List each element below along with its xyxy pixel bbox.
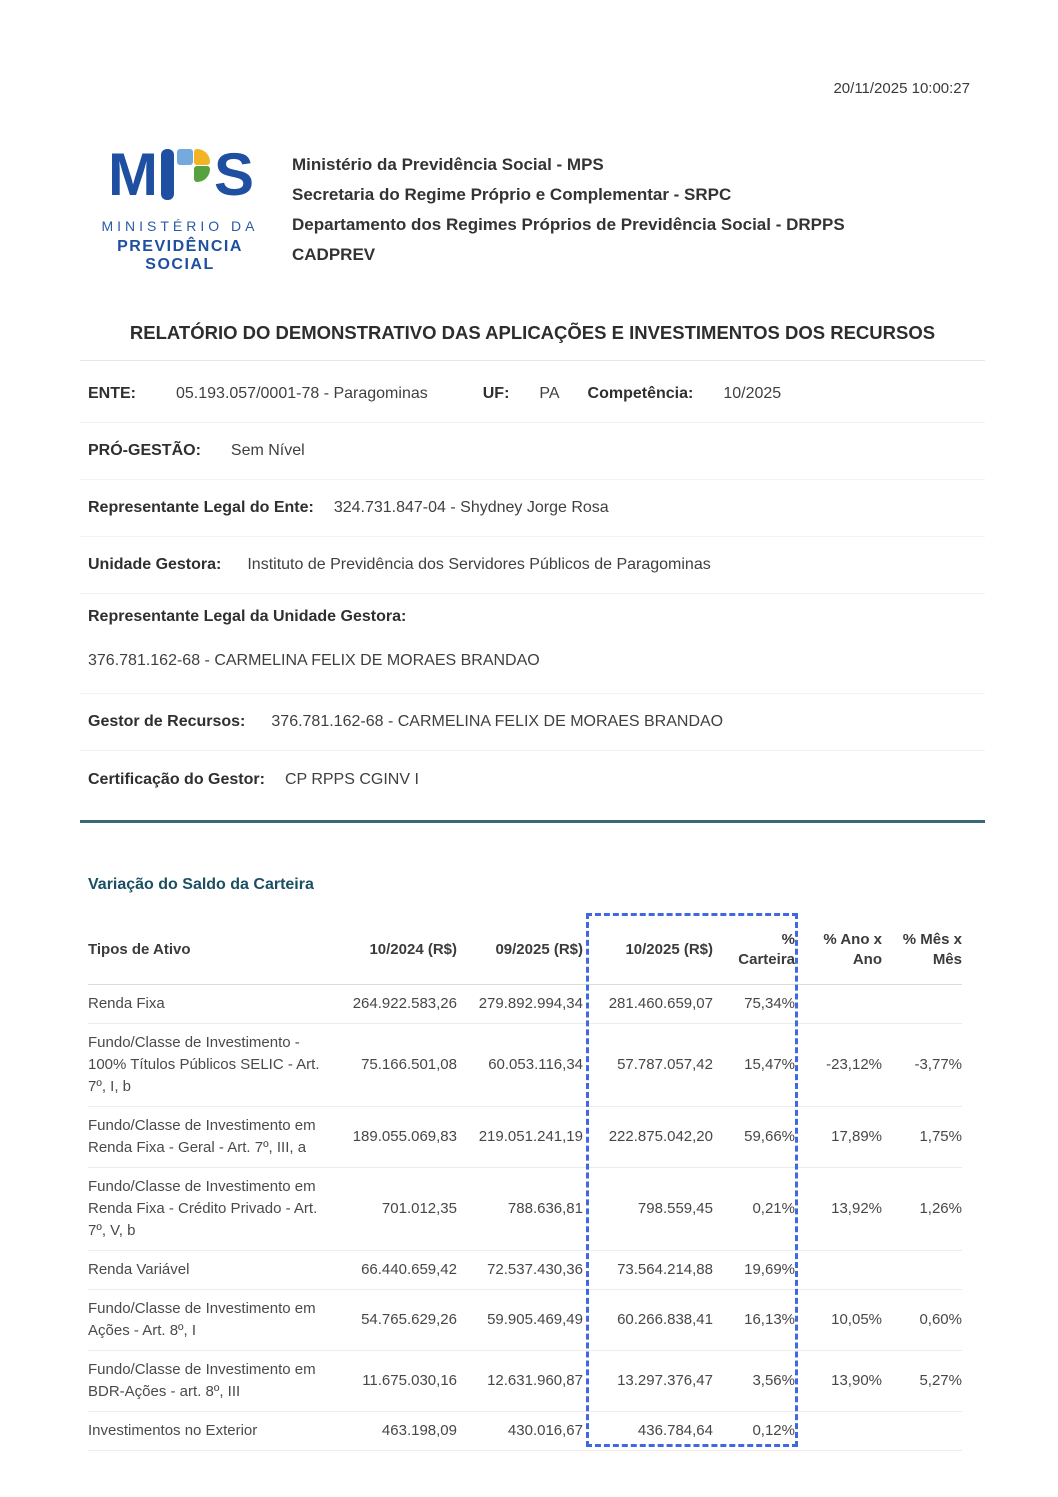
pro-gestao-label: PRÓ-GESTÃO: — [88, 442, 201, 459]
pct-carteira-cell: 15,47% — [744, 1056, 795, 1073]
uf-label: UF: — [482, 385, 510, 402]
org-header — [292, 150, 972, 270]
report-title: RELATÓRIO DO DEMONSTRATIVO DAS APLICAÇÕES E INVESTIMENTOS DOS RECURSOS — [80, 322, 985, 361]
pct-ano-cell: 13,90% — [831, 1372, 882, 1389]
pct-ano-cell: 17,89% — [831, 1128, 882, 1145]
ente-label: ENTE: — [88, 385, 136, 402]
table-row-investimentos-exterior — [88, 1412, 962, 1451]
table-row-fundo-selic — [88, 1024, 962, 1107]
unidade-gestora-label: Unidade Gestora: — [88, 556, 222, 573]
field-row-unidade-gestora — [80, 537, 985, 594]
asset-type-cell: Renda Variável — [88, 1261, 190, 1278]
asset-type-cell: Fundo/Classe de Investimento - 100% Títulos Públicos SELIC - Art. 7º, I, b — [88, 1034, 320, 1095]
field-row-pro-gestao — [80, 423, 985, 480]
value-cell: 219.051.241,19 — [478, 1128, 583, 1145]
certificacao-value: CP RPPS CGINV I — [284, 770, 419, 788]
pct-carteira-cell: 3,56% — [752, 1372, 795, 1389]
field-row-gestor-recursos — [80, 694, 985, 751]
table-row-fundo-renda-fixa-geral — [88, 1107, 962, 1168]
value-cell: 463.198,09 — [381, 1422, 457, 1439]
table-row-renda-variavel — [88, 1251, 962, 1290]
table-row-fundo-credito-privado — [88, 1168, 962, 1251]
pct-ano-cell: -23,12% — [826, 1056, 882, 1073]
logo-p-quadrant-green — [194, 166, 210, 182]
logo-p-quadrant-yellow — [194, 149, 210, 165]
column-header-09-2025: 09/2025 (R$) — [495, 940, 583, 958]
rep-legal-ug-value: 376.781.162-68 - CARMELINA FELIX DE MORAES BRANDAO — [88, 652, 540, 669]
asset-type-cell: Investimentos no Exterior — [88, 1422, 258, 1439]
column-header-10-2024: 10/2024 (R$) — [369, 940, 457, 958]
value-cell: 222.875.042,20 — [608, 1128, 713, 1145]
logo-letter-s: S — [213, 141, 252, 208]
org-line-ministerio: Ministério da Previdência Social - MPS — [292, 155, 604, 174]
asset-type-cell: Fundo/Classe de Investimento em BDR-Ações - art. 8º, III — [88, 1361, 316, 1400]
logo-subtitle-ministerio: MINISTÉRIO DA — [101, 218, 259, 234]
pct-carteira-cell: 75,34% — [744, 995, 795, 1012]
column-header-pct-mes — [882, 930, 962, 970]
field-row-certificacao — [80, 751, 985, 808]
value-cell: 281.460.659,07 — [608, 995, 713, 1012]
value-cell: 54.765.629,26 — [361, 1311, 457, 1328]
unidade-gestora-value: Instituto de Previdência dos Servidores Públicos de Paragominas — [247, 556, 711, 573]
asset-type-cell: Fundo/Classe de Investimento em Ações - Art. 8º, I — [88, 1300, 316, 1339]
pct-carteira-cell: 59,66% — [744, 1128, 795, 1145]
value-cell: 75.166.501,08 — [361, 1056, 457, 1073]
table-header-row — [88, 915, 962, 985]
value-cell: 57.787.057,42 — [617, 1056, 713, 1073]
column-header-pct-ano — [795, 930, 882, 970]
column-header-pct-ano-text: % Ano x Ano — [823, 930, 882, 968]
column-header-tipos-de-ativo: Tipos de Ativo — [88, 940, 191, 958]
pct-mes-cell: 1,75% — [919, 1128, 962, 1145]
value-cell: 436.784,64 — [637, 1422, 713, 1439]
column-header-10-2025: 10/2025 (R$) — [625, 940, 713, 958]
ente-value: 05.193.057/0001-78 - Paragominas — [176, 385, 428, 402]
value-cell: 13.297.376,47 — [617, 1372, 713, 1389]
logo-subtitle-previdencia: PREVIDÊNCIA SOCIAL — [117, 238, 243, 273]
value-cell: 12.631.960,87 — [487, 1372, 583, 1389]
value-cell: 72.537.430,36 — [487, 1261, 583, 1278]
column-header-pct-mes-text: % Mês x Mês — [902, 930, 962, 968]
report-fields — [80, 366, 985, 808]
logo-letter-p-icon — [161, 146, 211, 204]
value-cell: 59.905.469,49 — [487, 1311, 583, 1328]
value-cell: 73.564.214,88 — [617, 1261, 713, 1278]
value-cell: 430.016,67 — [507, 1422, 583, 1439]
field-row-rep-legal-ug — [80, 594, 985, 694]
pct-ano-cell: 10,05% — [831, 1311, 882, 1328]
asset-type-cell: Fundo/Classe de Investimento em Renda Fixa - Geral - Art. 7º, III, a — [88, 1117, 316, 1156]
report-timestamp: 20/11/2025 10:00:27 — [833, 80, 970, 97]
logo-letter-m: M — [107, 141, 156, 208]
field-row-ente — [80, 366, 985, 423]
table-row-fundo-acoes — [88, 1290, 962, 1351]
org-line-departamento: Departamento dos Regimes Próprios de Previdência Social - DRPPS — [292, 215, 845, 234]
gestor-recursos-label: Gestor de Recursos: — [88, 713, 246, 730]
gestor-recursos-value: 376.781.162-68 - CARMELINA FELIX DE MORAES BRANDAO — [271, 713, 724, 730]
value-cell: 279.892.994,34 — [478, 995, 583, 1012]
competencia-value: 10/2025 — [723, 385, 782, 402]
rep-legal-ug-label: Representante Legal da Unidade Gestora: — [88, 608, 407, 625]
uf-value: PA — [539, 385, 560, 402]
value-cell: 798.559,45 — [637, 1200, 713, 1217]
pro-gestao-value: Sem Nível — [230, 442, 305, 459]
field-row-rep-legal-ente — [80, 480, 985, 537]
column-header-pct-carteira — [713, 930, 795, 970]
value-cell: 66.440.659,42 — [361, 1261, 457, 1278]
pct-carteira-cell: 16,13% — [744, 1311, 795, 1328]
value-cell: 264.922.583,26 — [352, 995, 457, 1012]
org-line-secretaria: Secretaria do Regime Próprio e Complementar - SRPC — [292, 185, 732, 204]
pct-carteira-cell: 0,12% — [752, 1422, 795, 1439]
certificacao-label: Certificação do Gestor: — [88, 770, 265, 788]
asset-type-cell: Renda Fixa — [88, 995, 165, 1012]
mps-logo-wordmark — [90, 141, 270, 210]
table-row-fundo-bdr-acoes — [88, 1351, 962, 1412]
section-title-variacao-saldo: Variação do Saldo da Carteira — [88, 876, 314, 893]
org-line-cadprev: CADPREV — [292, 245, 376, 264]
pct-ano-cell: 13,92% — [831, 1200, 882, 1217]
section-divider-rule — [80, 820, 985, 823]
competencia-label: Competência: — [587, 385, 694, 402]
pct-carteira-cell: 19,69% — [744, 1261, 795, 1278]
rep-legal-ente-value: 324.731.847-04 - Shydney Jorge Rosa — [333, 499, 609, 516]
portfolio-variation-table — [80, 915, 985, 1451]
logo-p-stem — [161, 149, 174, 200]
pct-mes-cell: 0,60% — [919, 1311, 962, 1328]
value-cell: 60.266.838,41 — [617, 1311, 713, 1328]
asset-type-cell: Fundo/Classe de Investimento em Renda Fixa - Crédito Privado - Art. 7º, V, b — [88, 1178, 318, 1239]
pct-mes-cell: 1,26% — [919, 1200, 962, 1217]
mps-logo — [90, 141, 270, 274]
rep-legal-ente-label: Representante Legal do Ente: — [88, 499, 314, 516]
table-row-renda-fixa — [88, 985, 962, 1024]
pct-carteira-cell: 0,21% — [752, 1200, 795, 1217]
pct-mes-cell: 5,27% — [919, 1372, 962, 1389]
value-cell: 701.012,35 — [381, 1200, 457, 1217]
value-cell: 11.675.030,16 — [362, 1372, 457, 1389]
value-cell: 788.636,81 — [507, 1200, 583, 1217]
value-cell: 60.053.116,34 — [488, 1056, 583, 1073]
pct-mes-cell: -3,77% — [914, 1056, 962, 1073]
value-cell: 189.055.069,83 — [352, 1128, 457, 1145]
column-header-pct-carteira-text: % Carteira — [738, 930, 795, 968]
logo-p-quadrant-lightblue — [177, 149, 193, 165]
